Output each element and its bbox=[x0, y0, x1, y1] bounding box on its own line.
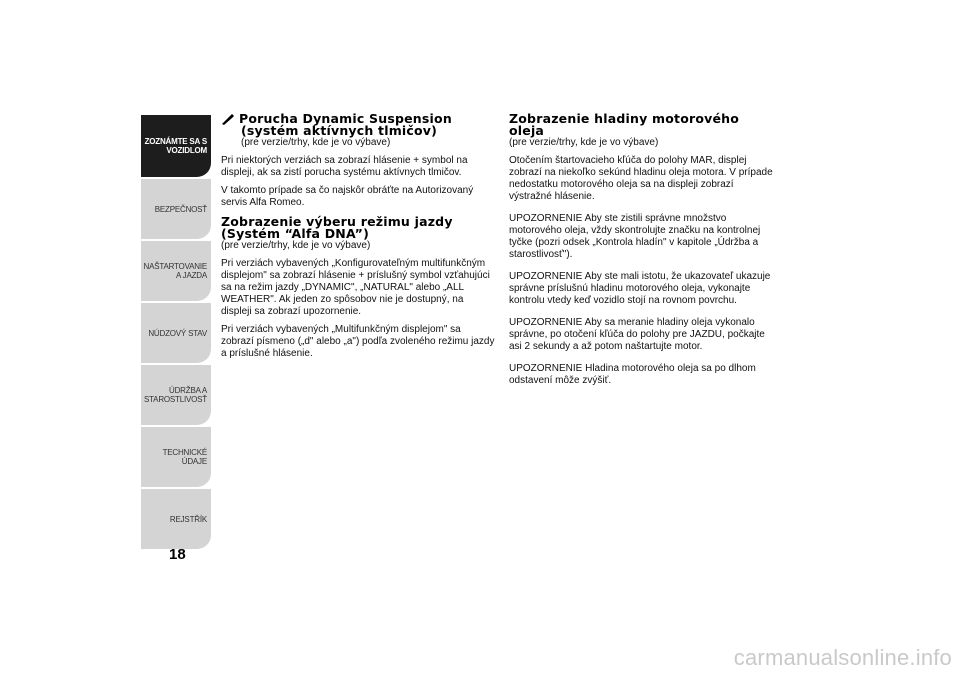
paragraph: Pri verziách vybavených „Konfigurovateľným multifunkčným displejom" sa zobrazí hlásenie + príslušný symbol vzťahujúci sa na režim jazdy „DYNAMIC", „NATURAL" alebo „ALL WEATHER". Ak jeden zo spôsobov nie je dostupný, na displeji sa zobrazí upozornenie. bbox=[221, 258, 490, 317]
paragraph: V takomto prípade sa čo najskôr obráťte na Autorizovaný servis Alfa Romeo. bbox=[221, 185, 474, 208]
right-column bbox=[509, 113, 774, 393]
tab-rejstrik[interactable] bbox=[141, 489, 211, 549]
tab-label: REJSTŘÍK bbox=[169, 514, 207, 524]
wrench-icon bbox=[221, 113, 235, 125]
tab-label: BEZPEČNOSŤ bbox=[154, 204, 207, 214]
section-title: Zobrazenie výberu režimu jazdy bbox=[221, 214, 453, 229]
section-dynamic-suspension bbox=[221, 113, 496, 209]
tab-nastartovanie[interactable] bbox=[141, 241, 211, 301]
tab-zoznamte-sa[interactable] bbox=[141, 115, 211, 177]
tab-nudzovy-stav[interactable] bbox=[141, 303, 211, 363]
tab-label: ZOZNÁMTE SA S VOZIDLOM bbox=[144, 137, 207, 155]
tab-label: ÚDRŽBA A STAROSTLIVOSŤ bbox=[143, 386, 207, 404]
paragraph: Pri verziách vybavených „Multifunkčným displejom" sa zobrazí písmeno („d" alebo „a") podľa zvoleného režimu jazdy a príslušné hlásenie. bbox=[221, 324, 495, 359]
section-subtitle: (pre verzie/trhy, kde je vo výbave) bbox=[509, 137, 659, 148]
tab-bezpecnost[interactable] bbox=[141, 179, 211, 239]
section-title: Porucha Dynamic Suspension bbox=[221, 113, 496, 125]
chapter-sidebar bbox=[141, 115, 211, 551]
section-title: Zobrazenie hladiny motorového bbox=[509, 111, 740, 126]
section-subtitle: (pre verzie/trhy, kde je vo výbave) bbox=[241, 137, 391, 148]
tab-technicke-udaje[interactable] bbox=[141, 427, 211, 487]
section-title-line2: (Systém “Alfa DNA”) bbox=[221, 226, 370, 241]
section-alfa-dna bbox=[221, 216, 496, 360]
page-number: 18 bbox=[169, 546, 186, 563]
paragraph: Otočením štartovacieho kľúča do polohy MAR, displej zobrazí na niekoľko sekúnd hladinu oleja motora. V prípade nedostatku motorového oleja sa na displeji zobrazí výstražné hlásenie. bbox=[509, 155, 773, 202]
warning-paragraph: UPOZORNENIE Aby sa meranie hladiny oleja vykonalo správne, po otočení kľúča do polohy pre JAZDU, počkajte asi 2 sekundy a až potom naštartujte motor. bbox=[509, 317, 765, 352]
watermark: carmanualsonline.info bbox=[733, 645, 952, 670]
warning-paragraph: UPOZORNENIE Hladina motorového oleja sa po dlhom odstavení môže zvýšiť. bbox=[509, 363, 756, 386]
tab-label: NAŠTARTOVANIE A JAZDA bbox=[143, 262, 207, 280]
tab-label: NÚDZOVÝ STAV bbox=[148, 328, 207, 338]
warning-paragraph: UPOZORNENIE Aby ste zistili správne množstvo motorového oleja, vždy skontrolujte značku na kontrolnej tyčke (pozri odsek „Kontrola hladín" v kapitole „Údržba a starostlivosť"). bbox=[509, 213, 761, 260]
section-title-line2: (systém aktívnych tlmičov) bbox=[241, 123, 438, 138]
tab-label: TECHNICKÉ ÚDAJE bbox=[162, 448, 207, 466]
tab-udrzba[interactable] bbox=[141, 365, 211, 425]
left-column bbox=[221, 113, 496, 367]
section-title-line2: oleja bbox=[509, 123, 545, 138]
paragraph: Pri niektorých verziách sa zobrazí hlásenie + symbol na displeji, ak sa zistí porucha systému aktívnych tlmičov. bbox=[221, 155, 468, 178]
warning-paragraph: UPOZORNENIE Aby ste mali istotu, že ukazovateľ ukazuje správne príslušnú hladinu motorového oleja, vykonajte kontrolu vtedy keď vozidlo stojí na rovnom povrchu. bbox=[509, 271, 771, 306]
section-subtitle: (pre verzie/trhy, kde je vo výbave) bbox=[221, 240, 371, 251]
